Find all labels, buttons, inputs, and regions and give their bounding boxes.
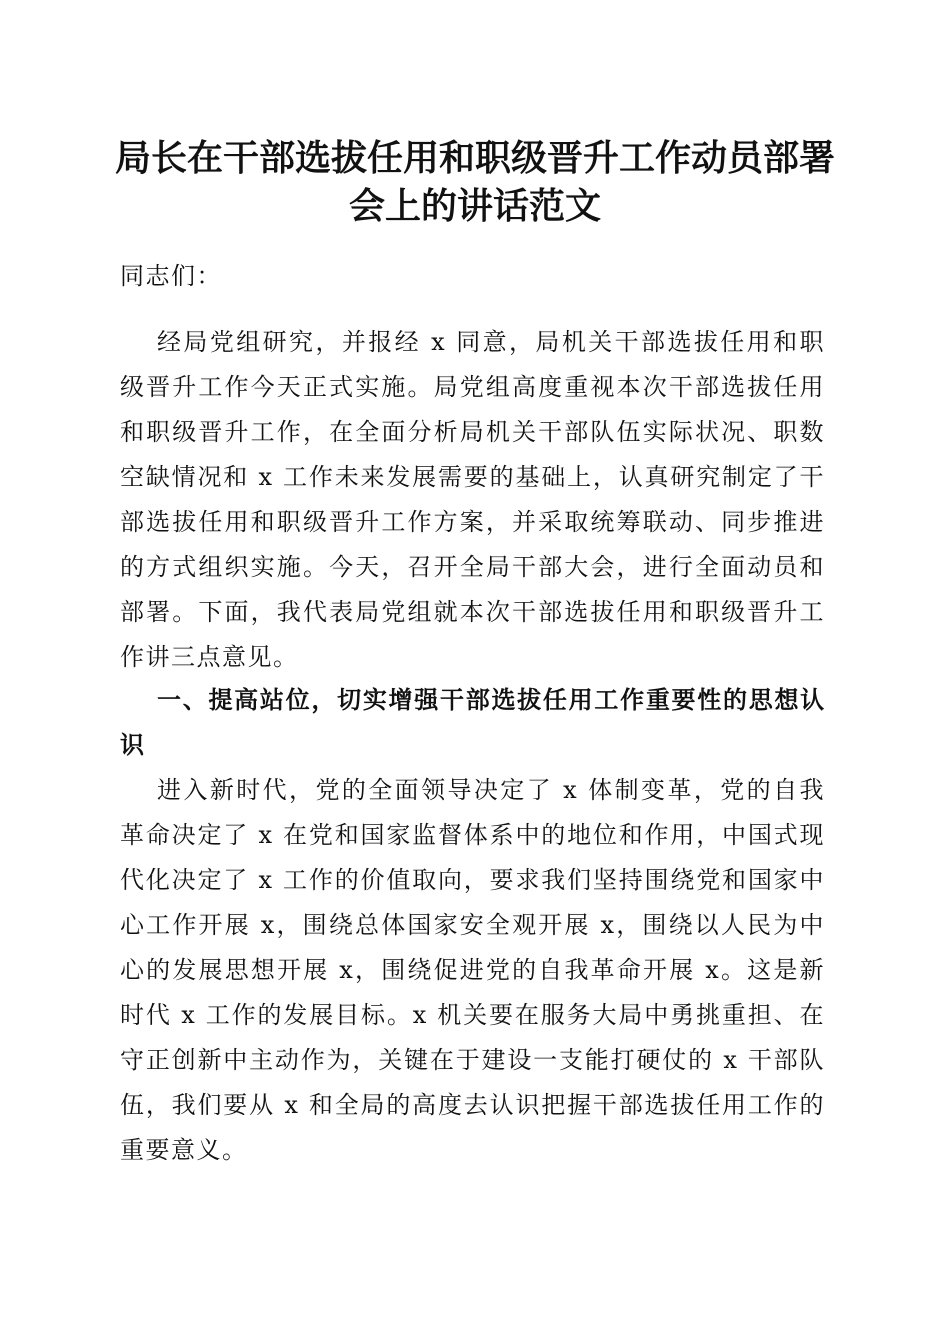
- title-line-1: 局长在干部选拔任用和职级晋升工作动员部署: [114, 137, 835, 179]
- paragraph-intro: 经局党组研究，并报经 x 同意，局机关干部选拔任用和职级晋升工作今天正式实施。局党组高度重视本次干部选拔任用和职级晋升工作，在全面分析局机关干部队伍实际状况、职数空缺情况和 x 工作未来发展需要的基础上，认真研究制定了干部选拔任用和职级晋升工作方案，并采取统筹联动、同步推进的方式组织实施。今天，召开全局干部大会，进行全面动员和部署。下面，我代表局党组就本次干部选拔任用和职级晋升工作讲三点意见。: [120, 328, 825, 671]
- document-title: [100, 134, 850, 230]
- salutation: 同志们：: [120, 262, 222, 290]
- paragraph-section-1: 进入新时代，党的全面领导决定了 x 体制变革，党的自我革命决定了 x 在党和国家监督体系中的地位和作用，中国式现代化决定了 x 工作的价值取向，要求我们坚持围绕党和国家中心工作开展 x，围绕总体国家安全观开展 x，围绕以人民为中心的发展思想开展 x，围绕促进党的自我革命开展 x。这是新时代 x 工作的发展目标。x 机关要在服务大局中勇挑重担、在守正创新中主动作为，关键在于建设一支能打硬仗的 x 干部队伍，我们要从 x 和全局的高度去认识把握干部选拔任用工作的重要意义。: [120, 776, 825, 1164]
- title-line-2: 会上的讲话范文: [348, 185, 601, 227]
- section-heading-1: 一、提高站位，切实增强干部选拔任用工作重要性的思想认识: [120, 686, 825, 759]
